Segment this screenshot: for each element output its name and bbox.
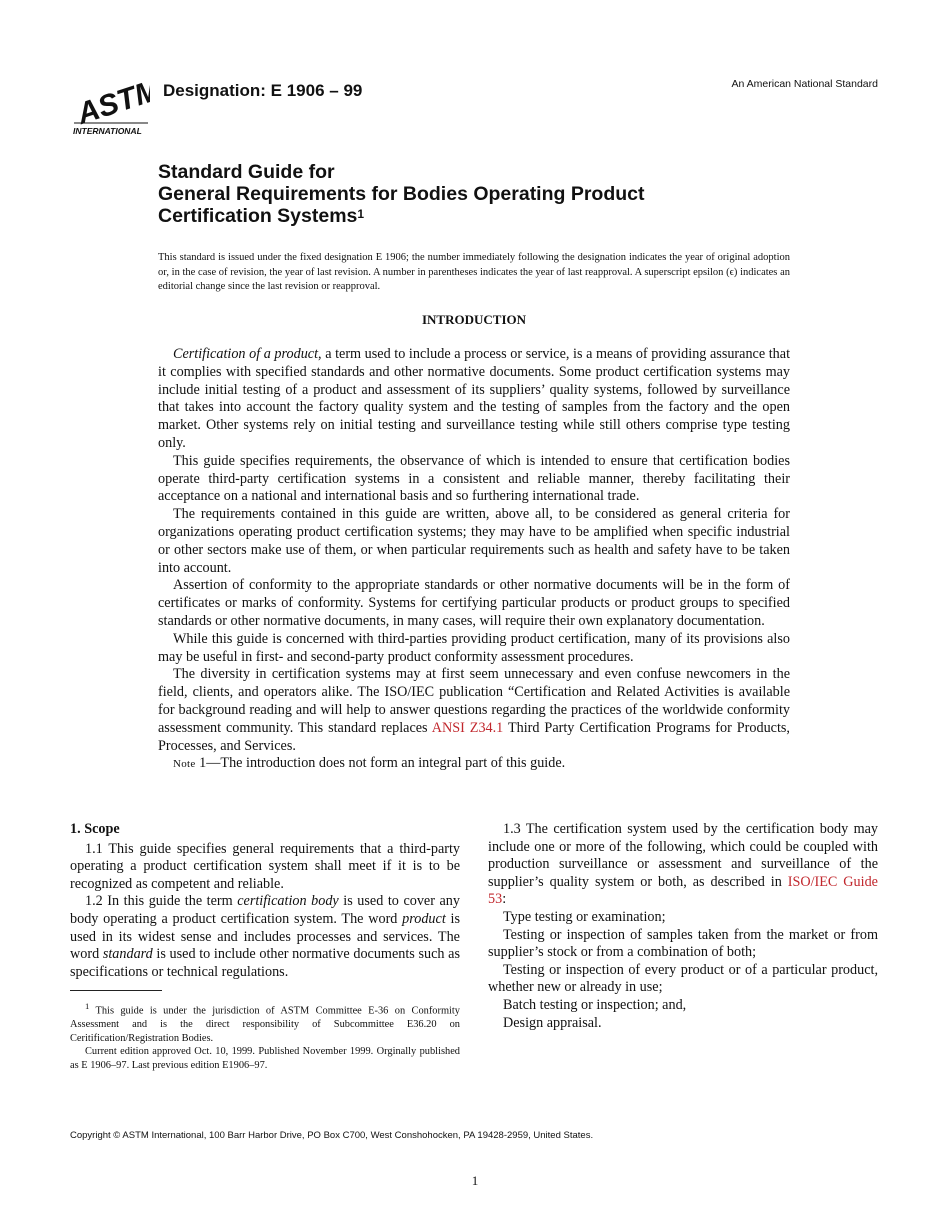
logo-subtext: INTERNATIONAL: [73, 126, 142, 136]
document-title: [158, 161, 798, 227]
section-1-3: [488, 821, 878, 909]
intro-paragraph: [158, 666, 790, 755]
list-item: Testing or inspection of every product or of a particular product, whether new or already in use;: [488, 961, 878, 996]
title-line-3-text: Certification Systems: [158, 205, 358, 227]
list-item: Batch testing or inspection; and,: [503, 996, 687, 1013]
intro-p1-text: , a term used to include a process or service, is a means of providing assurance that it complies with specified standards and other normative documents. Some product certification systems may include initial testing of a product and assessment of its suppliers’ quality systems, followed by surveillance that takes into account the factory quality system and the testing of samples from the factory and the open market. Other systems rely on initial testing and surveillance testing while still others comprise type testing only.: [158, 346, 791, 451]
copyright: Copyright © ASTM International, 100 Barr Harbor Drive, PO Box C700, West Conshohocken, PA 19428-2959, United States.: [70, 1130, 594, 1141]
s1-2-text-d: is used to include other normative documents such as specifications or technical regulations.: [70, 946, 460, 980]
title-footnote-mark: 1: [357, 207, 365, 221]
s1-3-colon: :: [502, 891, 507, 908]
term-product: product: [402, 910, 446, 927]
intro-p6-tail: Third Party Certification Programs for Products, Processes, and Services.: [158, 719, 790, 754]
s1-2-text-a: 1.2 In this guide the term: [85, 893, 238, 910]
footnote-2: Current edition approved Oct. 10, 1999. Published November 1999. Orginally published as E 1906–97. Last previous edition E1906–97.: [70, 1046, 460, 1071]
title-line-3: [158, 205, 798, 227]
ansi-z34-link[interactable]: ANSI Z34.1: [431, 719, 504, 736]
astm-logo-icon: [70, 75, 150, 137]
iso-iec-guide-53-link[interactable]: ISO/IEC Guide 53: [488, 873, 878, 908]
logo-letters: ASTM: [73, 75, 150, 131]
term-certification-body: certification body: [237, 893, 339, 910]
intro-paragraph: While this guide is concerned with third-parties providing product certification, many of its provisions also may be useful in first- and second-party product conformity assessment procedures.: [158, 630, 790, 665]
footnote-divider: [70, 990, 162, 991]
list-item: Type testing or examination;: [503, 908, 666, 925]
footnotes: [70, 1000, 460, 1072]
national-standard-label: An American National Standard: [731, 78, 878, 90]
designation: Designation: E 1906 – 99: [163, 81, 363, 100]
footnote-mark: 1: [85, 1001, 90, 1011]
list-item: Design appraisal.: [503, 1014, 602, 1031]
scope-heading: 1. Scope: [70, 821, 120, 837]
intro-p6-text: The diversity in certification systems may at first seem unnecessary and even confuse newcomers in the field, clients, and operators alike. The ISO/IEC publication “Certification and Related Activities is available for background reading and will help to answer questions regarding the practices of the worldwide conformity assessment community. This standard replaces: [158, 666, 790, 736]
introduction-body: [158, 346, 790, 774]
footnote-1-text: This guide is under the jurisdiction of ASTM Committee E-36 on Conformity Assessment and is the direct responsibility of Subcommittee E36.20 on Ceritification/Registration Bodies.: [70, 1005, 460, 1044]
intro-paragraph: Assertion of conformity to the appropriate standards or other normative documents will be in the form of certificates or marks of conformity. Systems for certifying particular products or product groups to specified standards or other normative documents, in many cases, will require their own explanatory documentation.: [158, 577, 790, 629]
intro-paragraph: This guide specifies requirements, the observance of which is intended to ensure that certification bodies operate third-party certification systems in a consistent and reliable manner, thereby facilitating their acceptance on a national and international basis and so furthering international trade.: [158, 452, 790, 505]
section-1-2: [70, 893, 460, 981]
note-label: Note: [173, 758, 196, 771]
issued-note: This standard is issued under the fixed designation E 1906; the number immediately following the designation indicates the year of original adoption or, in the case of revision, the year of last revision. A number in parentheses indicates the year of last reapproval. A superscript epsilon (ϵ) indicates an editorial change since the last revision or reapproval.: [158, 252, 790, 292]
introduction-heading: INTRODUCTION: [421, 312, 526, 327]
intro-term: Certification of a product: [173, 346, 319, 362]
section-1-1: 1.1 This guide specifies general requirements that a third-party operating a product certification system shall meet if it is to be recognized as competent and reliable.: [70, 840, 460, 892]
list-item: Testing or inspection of samples taken from the market or from supplier’s stock or from a combination of both;: [488, 926, 878, 961]
s1-2-text-c: is used in its widest sense and includes processes and services. The word: [70, 910, 460, 963]
intro-note: [158, 755, 790, 774]
intro-paragraph: The requirements contained in this guide are written, above all, to be considered as general criteria for organizations operating product certification systems; they may have to be amplified when specific industrial or other sectors make use of them, or when particular requirements such as health and safety have to be taken into account.: [158, 506, 790, 576]
intro-paragraph: [158, 346, 790, 453]
term-standard: standard: [102, 946, 153, 963]
title-line-2: General Requirements for Bodies Operating Product: [158, 183, 645, 205]
footnote-1: [70, 1000, 460, 1045]
title-line-1: Standard Guide for: [158, 161, 335, 183]
page-number: 1: [471, 1173, 479, 1188]
s1-2-text-b: is used to cover any body operating a product certification system. The word: [70, 893, 460, 927]
note-text: 1—The introduction does not form an integral part of this guide.: [195, 755, 566, 772]
left-column: [70, 821, 460, 981]
right-column: [488, 821, 878, 1032]
astm-logo: [70, 75, 150, 137]
s1-3-text: 1.3 The certification system used by the certification body may include one or more of the following, which could be coupled with production surveillance or assessment and surveillance of the supplier’s quality system or both, as described in: [488, 821, 878, 890]
